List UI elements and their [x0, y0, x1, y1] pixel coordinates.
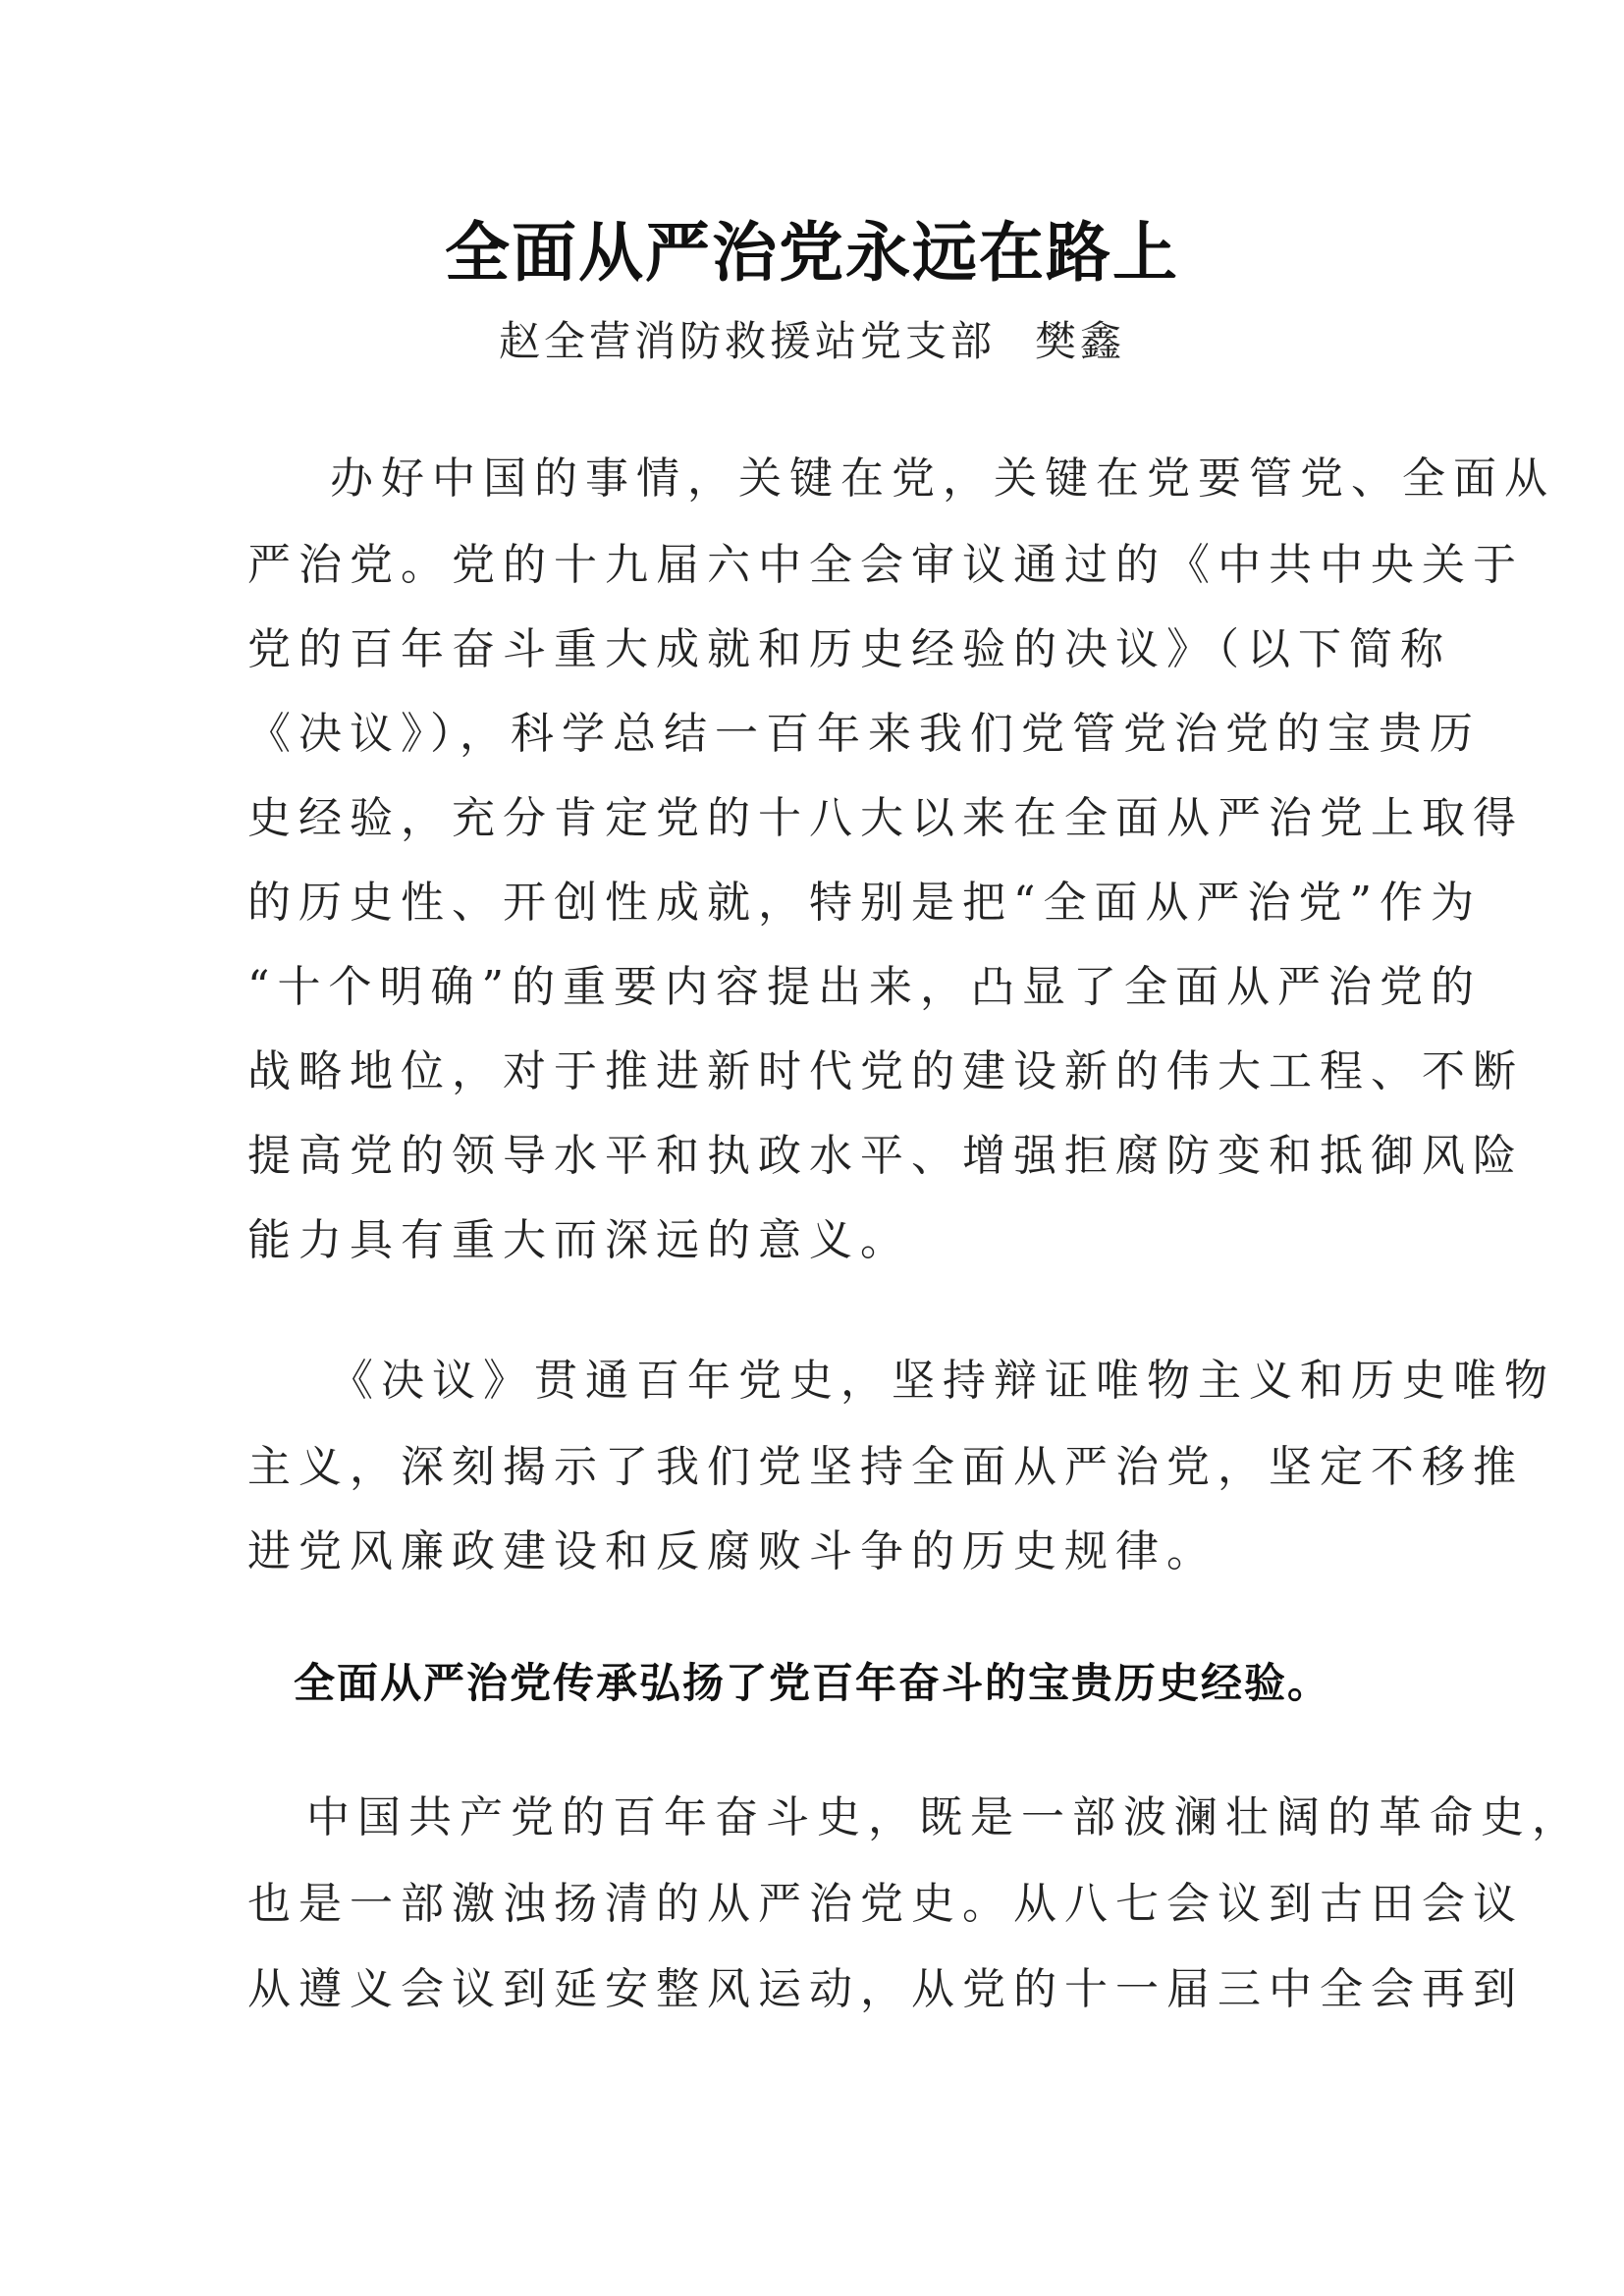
paragraph-line: “十个明确”的重要内容提出来，凸显了全面从严治党的 — [247, 962, 1482, 1012]
paragraph-line: 主义，深刻揭示了我们党坚持全面从严治党，坚定不移推 — [247, 1442, 1524, 1492]
paragraph-line: 也是一部激浊扬清的从严治党史。从八七会议到古田会议 — [247, 1879, 1524, 1929]
byline-organization: 赵全营消防救援站党支部 — [498, 317, 996, 365]
paragraph-line: 进党风廉政建设和反腐败斗争的历史规律。 — [247, 1526, 1218, 1576]
paragraph-line: 《决议》贯通百年党史，坚持辩证唯物主义和历史唯物 — [330, 1356, 1555, 1406]
paragraph-line: 提高党的领导水平和执政水平、增强拒腐防变和抵御风险 — [247, 1131, 1524, 1181]
paragraph-line: 办好中国的事情，关键在党，关键在党要管党、全面从 — [330, 454, 1555, 504]
paragraph-line: 能力具有重大而深远的意义。 — [247, 1215, 911, 1265]
section-heading: 全面从严治党传承弘扬了党百年奋斗的宝贵历史经验。 — [293, 1659, 1330, 1707]
paragraph-line: 党的百年奋斗重大成就和历史经验的决议》（以下简称 — [247, 624, 1451, 674]
byline — [0, 302, 1624, 381]
paragraph-line: 史经验，充分肯定党的十八大以来在全面从严治党上取得 — [247, 793, 1524, 843]
paragraph-line: 《决议》），科学总结一百年来我们党管党治党的宝贵历 — [247, 709, 1481, 759]
paragraph-line: 中国共产党的百年奋斗史，既是一部波澜壮阔的革命史， — [306, 1792, 1583, 1842]
paragraph-line: 的历史性、开创性成就，特别是把“全面从严治党”作为 — [247, 878, 1482, 928]
document-title: 全面从严治党永远在路上 — [445, 214, 1179, 291]
byline-author: 樊鑫 — [1035, 317, 1126, 365]
paragraph-line: 战略地位，对于推进新时代党的建设新的伟大工程、不断 — [247, 1046, 1524, 1096]
paragraph-line: 严治党。党的十九届六中全会审议通过的《中共中央关于 — [247, 540, 1524, 590]
paragraph-line: 从遵义会议到延安整风运动，从党的十一届三中全会再到 — [247, 1964, 1524, 2014]
